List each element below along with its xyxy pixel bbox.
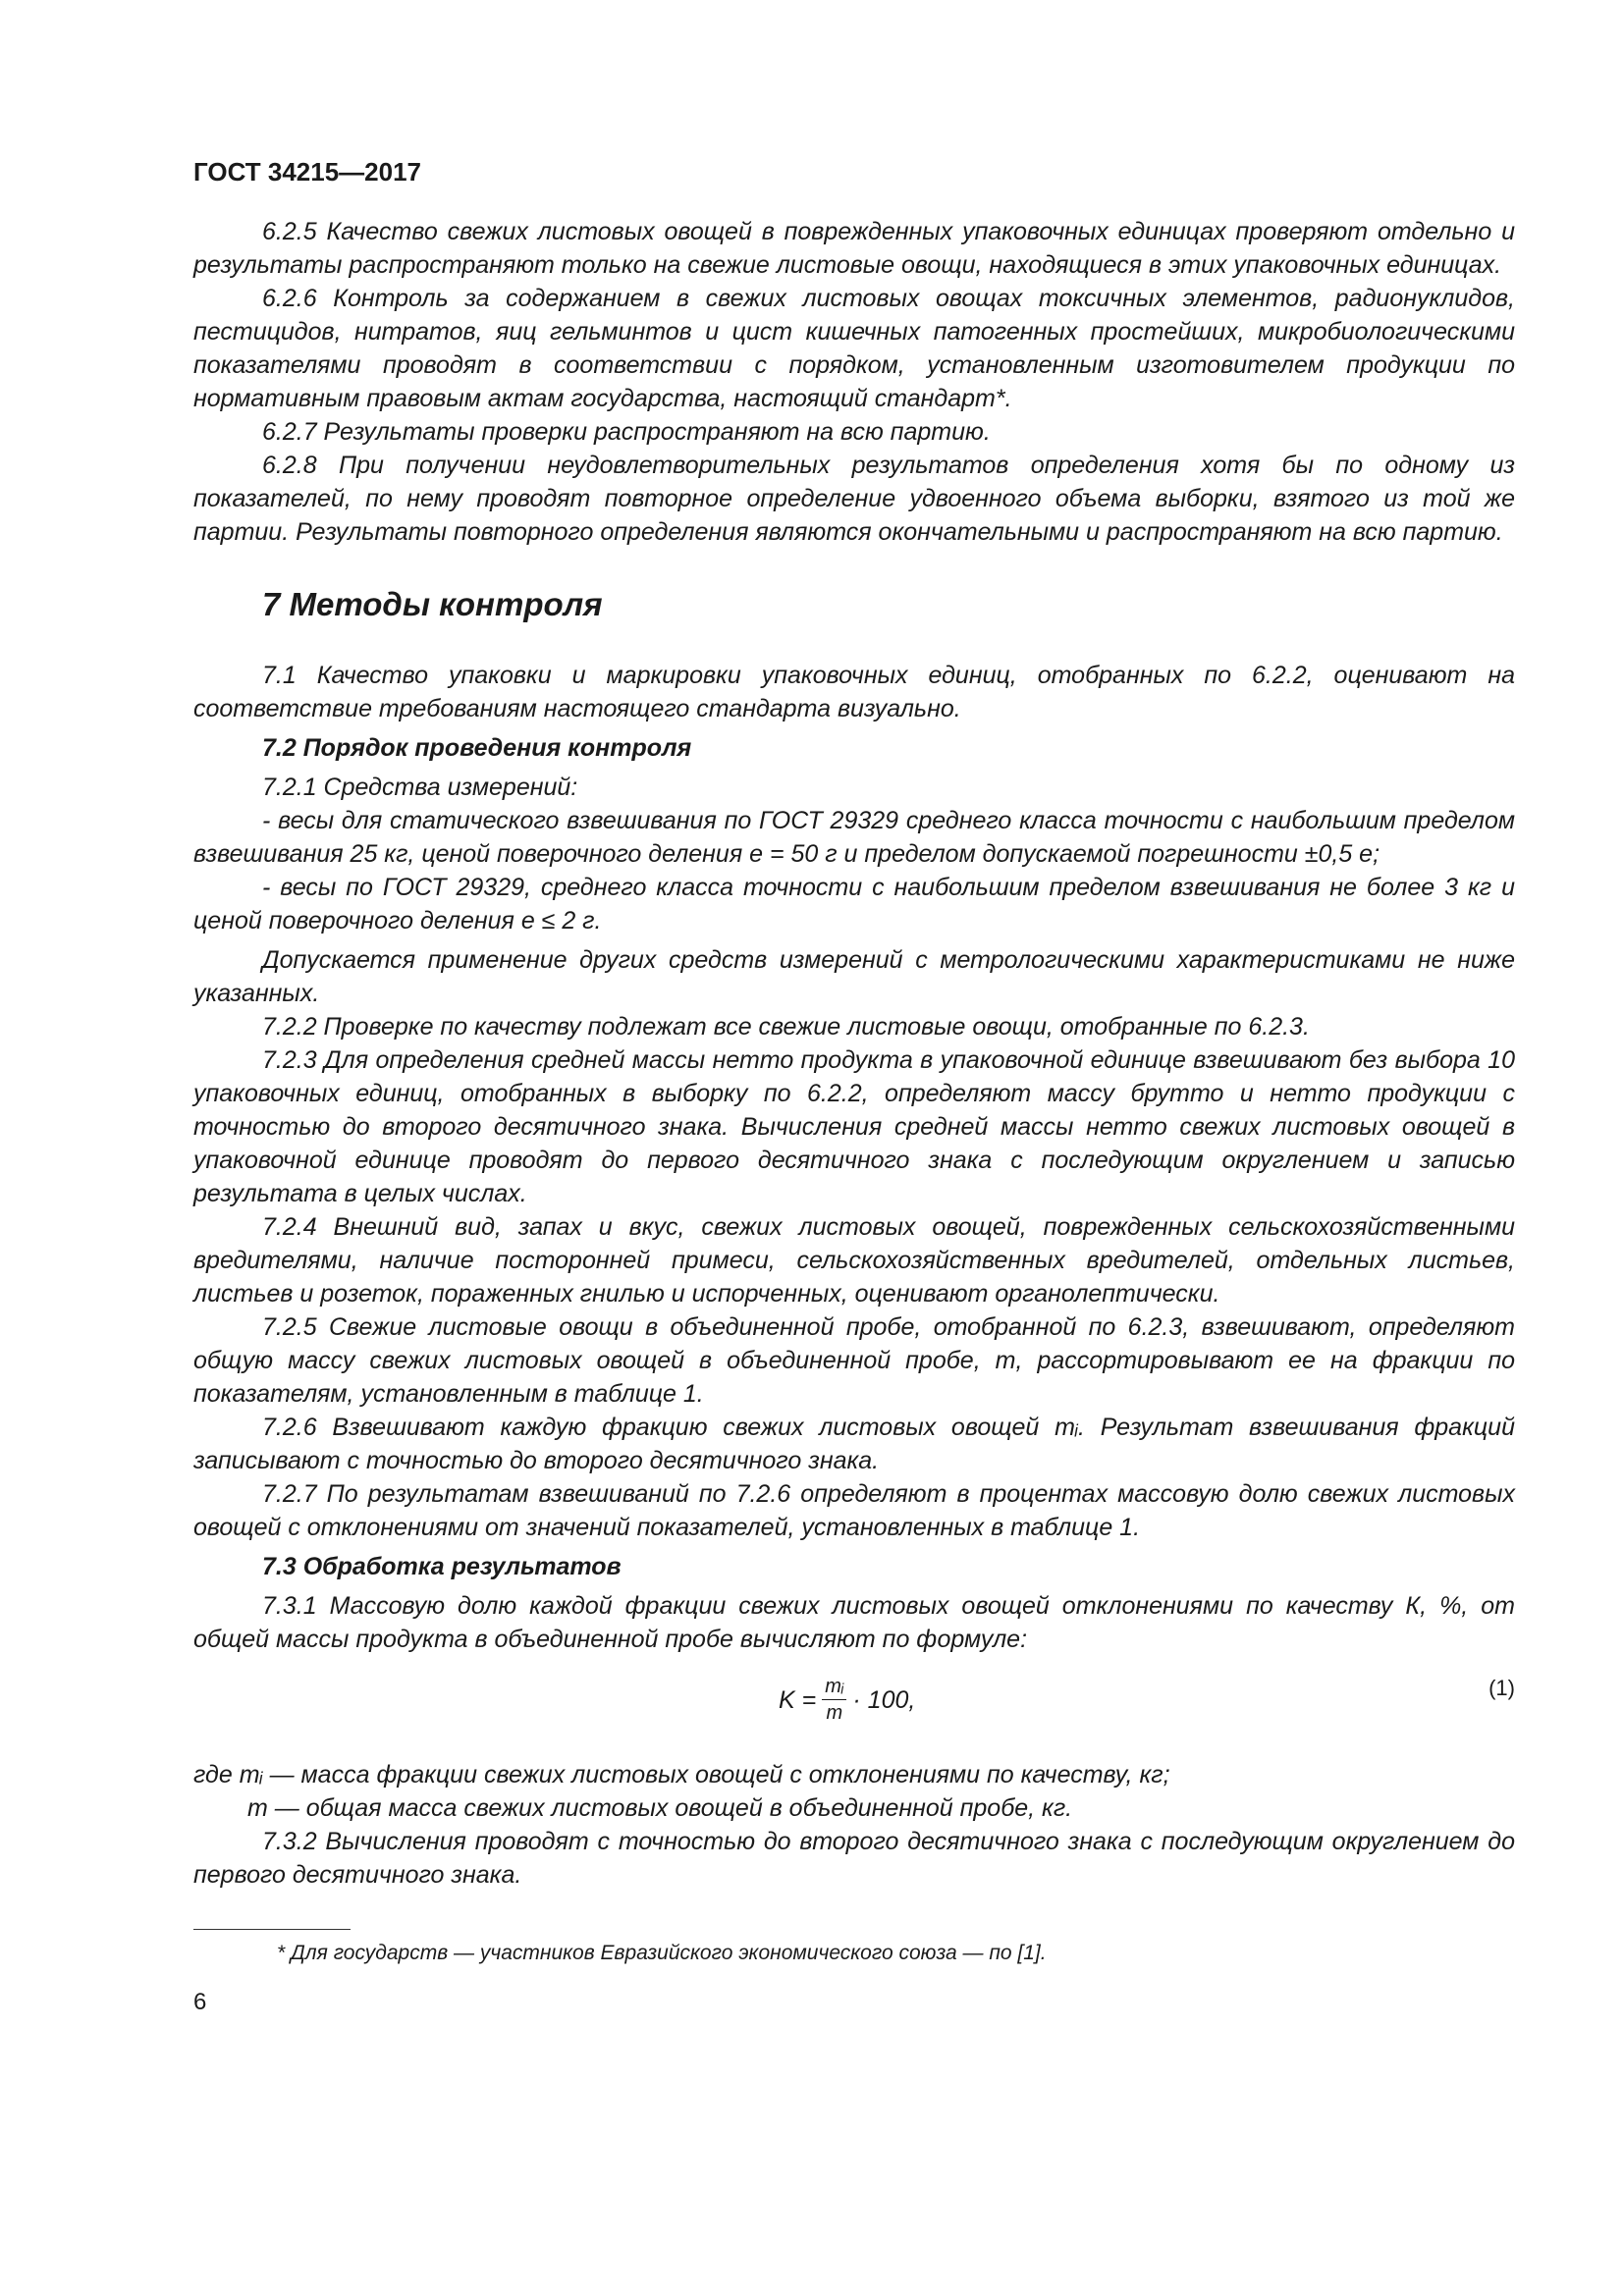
where-clause-2: m — общая масса свежих листовых овощей в объединенной пробе, кг.	[247, 1794, 1073, 1822]
paragraph-7-2-3: 7.2.3 Для определения средней массы нетто продукта в упаковочной единице взвешивают без выбора 10 упаковочных единиц, отобранных в выборку по 6.2.2, определяют массу брутто и нетто продукции с точностью до второго десятичного знака. Вычисления средней массы нетто свежих листовых овощей в упаковочной единице проводят до первого десятичного знака с последующим округлением и записью результата в целых числах.	[193, 1046, 1515, 1207]
formula-denominator: m	[826, 1702, 843, 1724]
paragraph-7-1: 7.1 Качество упаковки и маркировки упаковочных единиц, отобранных по 6.2.2, оценивают на соответствие требованиям настоящего стандарта визуально.	[193, 662, 1515, 722]
paragraph-allowed: Допускается применение других средств измерений с метрологическими характеристиками не ниже указанных.	[193, 946, 1515, 1007]
paragraph-6-2-7: 6.2.7 Результаты проверки распространяют на всю партию.	[262, 418, 991, 446]
document-header: ГОСТ 34215—2017	[193, 157, 421, 187]
paragraph-7-2-2: 7.2.2 Проверке по качеству подлежат все свежие листовые овощи, отобранные по 6.2.3.	[262, 1013, 1310, 1041]
formula-numerator: mᵢ	[822, 1676, 846, 1700]
paragraph-6-2-5: 6.2.5 Качество свежих листовых овощей в поврежденных упаковочных единицах проверяют отдельно и результаты распространяют только на свежие листовые овощи, находящиеся в этих упаковочных единицах.	[193, 218, 1515, 279]
formula-rhs: · 100,	[852, 1685, 916, 1714]
subsection-title-7-2: 7.2 Порядок проведения контроля	[262, 734, 692, 762]
list-item-scales-1: - весы для статического взвешивания по ГОСТ 29329 среднего класса точности с наибольшим пределом взвешивания 25 кг, ценой поверочного деления е = 50 г и пределом допускаемой погрешности ±0,5 е;	[193, 807, 1515, 868]
subsection-title-7-3: 7.3 Обработка результатов	[262, 1553, 622, 1580]
formula-fraction	[822, 1676, 846, 1725]
formula-number: (1)	[1488, 1676, 1515, 1700]
footnote-divider	[193, 1929, 351, 1930]
paragraph-7-2-1: 7.2.1 Средства измерений:	[262, 774, 578, 801]
paragraph-7-2-4: 7.2.4 Внешний вид, запах и вкус, свежих листовых овощей, поврежденных сельскохозяйственными вредителями, наличие посторонней примеси, сельскохозяйственных вредителей, отдельных листьев, листьев и розеток, пораженных гнилью и испорченных, оценивают органолептически.	[193, 1213, 1515, 1308]
paragraph-7-3-1: 7.3.1 Массовую долю каждой фракции свежих листовых овощей отклонениями по качеству К, %, от общей массы продукта в объединенной пробе вычисляют по формуле:	[193, 1592, 1515, 1653]
paragraph-6-2-8: 6.2.8 При получении неудовлетворительных результатов определения хотя бы по одному из показателей, по нему проводят повторное определение удвоенного объема выборки, взятого из той же партии. Результаты повторного определения являются окончательными и распространяют на всю партию.	[193, 452, 1515, 546]
list-item-scales-2: - весы по ГОСТ 29329, среднего класса точности с наибольшим пределом взвешивания не более 3 кг и ценой поверочного деления е ≤ 2 г.	[193, 874, 1515, 934]
page-number: 6	[193, 1989, 207, 2015]
section-title: 7 Методы контроля	[262, 586, 603, 622]
footnote: * Для государств — участников Евразийского экономического союза — по [1].	[277, 1942, 1047, 1964]
paragraph-7-2-7: 7.2.7 По результатам взвешиваний по 7.2.6 определяют в процентах массовую долю свежих листовых овощей с отклонениями от значений показателей, установленных в таблице 1.	[193, 1480, 1515, 1541]
formula-row	[193, 1670, 1515, 1750]
paragraph-7-3-2: 7.3.2 Вычисления проводят с точностью до второго десятичного знака с последующим округлением до первого десятичного знака.	[193, 1828, 1515, 1889]
paragraph-7-2-5: 7.2.5 Свежие листовые овощи в объединенной пробе, отобранной по 6.2.3, взвешивают, определяют общую массу свежих листовых овощей в объединенной пробе, m, рассортировывают ее на фракции по показателям, установленным в таблице 1.	[193, 1313, 1515, 1408]
paragraph-7-2-6: 7.2.6 Взвешивают каждую фракцию свежих листовых овощей mᵢ. Результат взвешивания фракций записывают с точностью до второго десятичного знака.	[193, 1414, 1515, 1474]
formula	[779, 1676, 915, 1725]
document-page	[193, 157, 1515, 2016]
where-clause-1: где mᵢ — масса фракции свежих листовых овощей с отклонениями по качеству, кг;	[193, 1761, 1170, 1789]
formula-lhs: K =	[779, 1685, 817, 1714]
paragraph-6-2-6: 6.2.6 Контроль за содержанием в свежих листовых овощах токсичных элементов, радионуклидов, пестицидов, нитратов, яиц гельминтов и цист кишечных патогенных простейших, микробиологическими показателями проводят в соответствии с порядком, установленным изготовителем продукции по нормативным правовым актам государства, настоящий стандарт*.	[193, 285, 1515, 412]
